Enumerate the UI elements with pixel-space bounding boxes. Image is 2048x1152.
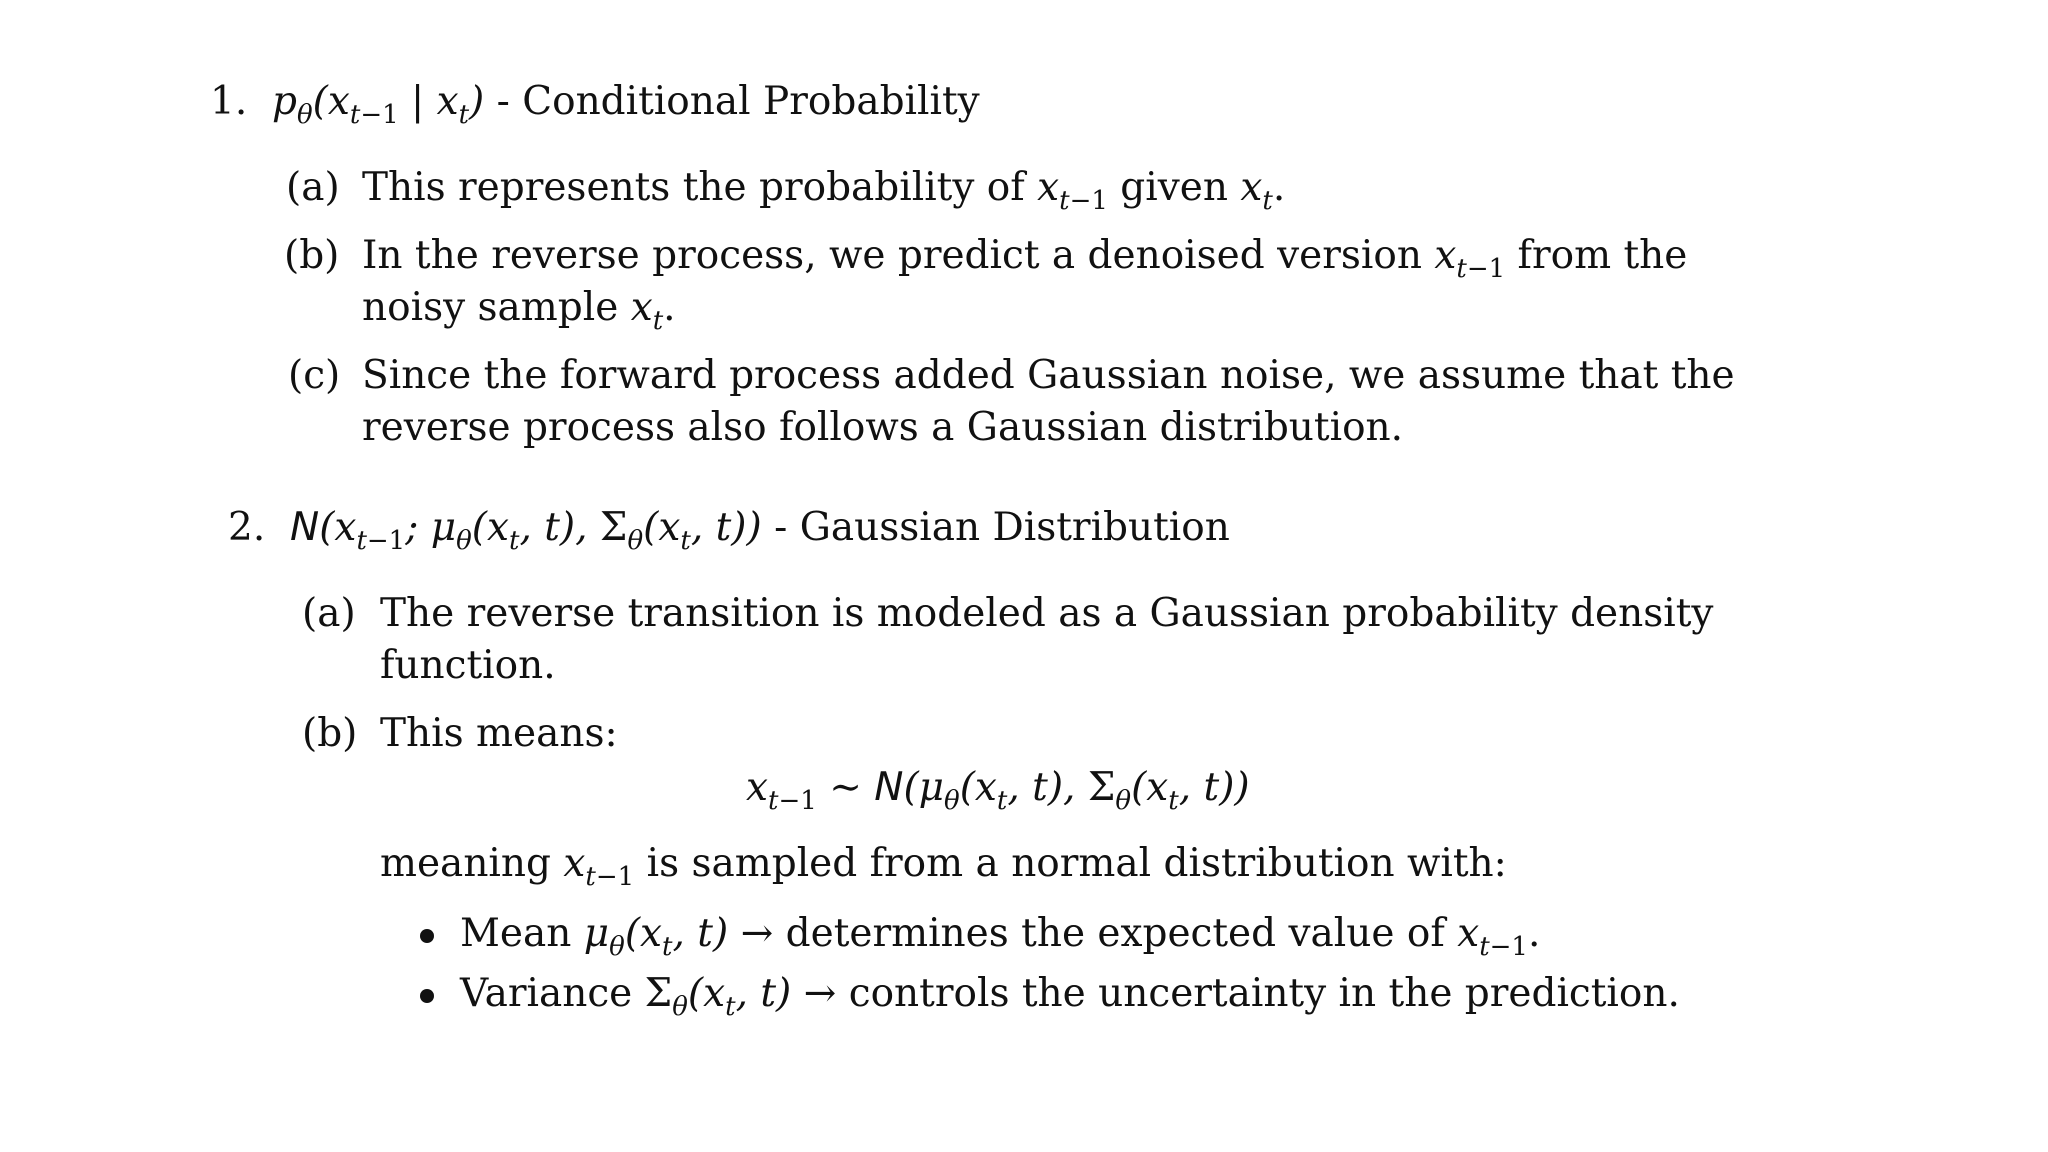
item-1b-label: (b) [284,233,340,278]
bullet-2 [460,970,1680,1022]
item-1a-label: (a) [286,165,340,210]
item-1a [286,164,340,212]
formula-x-t-minus-1: $x_{t-1}$ [1457,911,1528,962]
item-2b-label: (b) [302,711,358,756]
formula-mu-theta: $\mu_\theta(x_t$, t) [583,911,729,962]
item-1-title: - Conditional Probability [496,79,980,124]
item-1b [284,232,339,280]
item-1b-text-1: In the reverse process, we predict a denoised version [362,233,1422,278]
display-equation: $x_{t-1}$ ∼ $N(\mu_\theta(x_t$, t), $\Sigma_\theta(x_t$, t)) [746,765,1250,816]
meaning-line [380,840,1507,892]
meaning-text-1: meaning [380,841,551,886]
formula-normal-distribution: $N(x_{t-1}$; $\mu_\theta(x_t$, t), $\Sigma_\theta(x_t$, t)) [290,505,762,556]
item-2-title: - Gaussian Distribution [774,505,1230,550]
formula-x-t: $x_t$ [1240,165,1273,216]
bullet-1 [460,910,1540,962]
item-1a-text-1: This represents the probability of [362,165,1025,210]
item-2a [302,590,356,638]
item-1c [288,352,340,400]
bullet-2-text: → controls the uncertainty in the prediction. [803,971,1680,1016]
formula-x-t-minus-1: $x_{t-1}$ [1434,233,1506,284]
item-1-number: 1. [210,79,248,124]
item-1a-text [362,164,1285,216]
item-1b-period: . [663,285,676,330]
item-1c-line-2: reverse process also follows a Gaussian distribution. [362,405,1404,450]
item-1a-period: . [1272,165,1286,210]
bullet-2-marker [420,989,434,1003]
item-1a-text-2: given [1120,165,1228,210]
item-2a-line-2: function. [380,643,556,688]
formula-sigma-theta: $\Sigma_\theta(x_t$, t) [644,971,792,1022]
item-1b-line-2 [362,284,676,336]
item-2a-label: (a) [302,591,356,636]
item-1c-label: (c) [288,353,341,398]
item-1b-line-1 [362,232,1687,284]
bullet-1-period: . [1527,911,1541,956]
item-2a-line-1: The reverse transition is modeled as a Gaussian probability density [380,591,1714,636]
formula-p-theta: $p_\theta(x_{t-1}$ | $x_t$) [259,79,485,130]
item-1b-text-2: from the [1517,233,1688,278]
item-1c-line-1: Since the forward process added Gaussian noise, we assume that the [362,353,1735,398]
item-2b-text: This means: [380,711,618,756]
item-2-heading [228,504,1230,556]
item-1-heading [210,78,980,130]
formula-x-t-minus-1: $x_{t-1}$ [1037,165,1108,216]
item-2b [302,710,357,758]
item-2-number: 2. [228,505,266,550]
meaning-text-2: is sampled from a normal distribution with: [646,841,1507,886]
bullet-1-text: → determines the expected value of [740,911,1445,956]
bullet-1-marker [420,929,434,943]
bullet-1-lead: Mean [460,911,572,956]
formula-x-t: $x_t$ [630,285,664,336]
formula-x-t-minus-1: $x_{t-1}$ [563,841,635,892]
item-1b-text-3: noisy sample [362,285,619,330]
bullet-2-lead: Variance [460,971,633,1016]
